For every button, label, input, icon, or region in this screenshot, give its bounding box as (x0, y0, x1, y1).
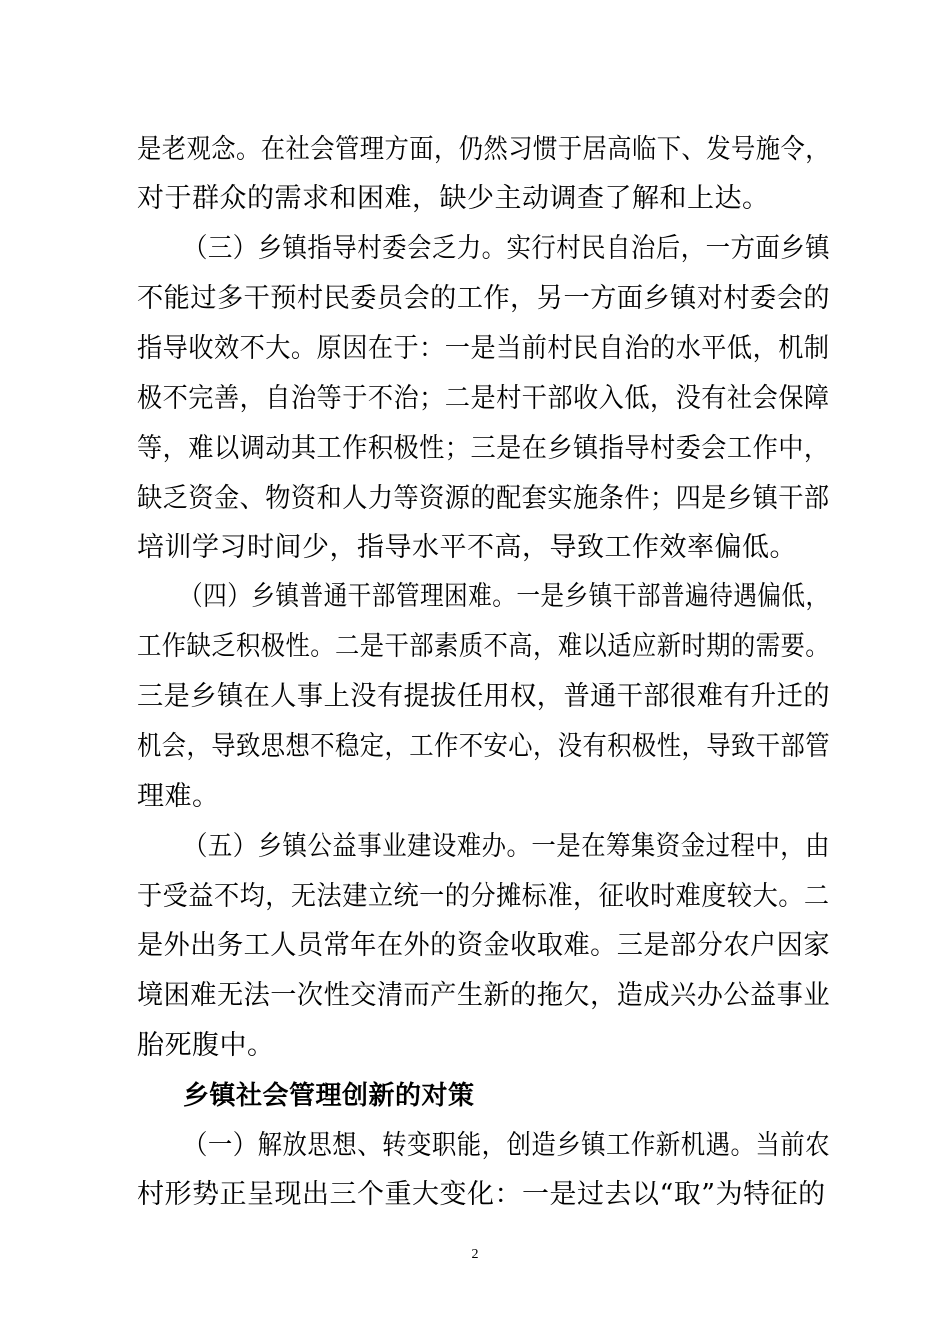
paragraph-heading-line: （一）解放思想、转变职能，创造乡镇工作新机遇。当前农 (183, 1130, 831, 1161)
paragraph-heading-line: （四）乡镇普通干部管理困难。一是乡镇干部普遍待遇偏低， (179, 581, 830, 612)
body-text-line: 境困难无法一次性交清而产生新的拖欠，造成兴办公益事业 (137, 980, 830, 1011)
body-text-line: 机会，导致思想不稳定，工作不安心，没有积极性，导致干部管 (137, 731, 830, 762)
paragraph-heading-line: （五）乡镇公益事业建设难办。一是在筹集资金过程中，由 (183, 831, 831, 862)
body-text-line: 胎死腹中。 (137, 1030, 275, 1061)
body-text-line: 对于群众的需求和困难，缺少主动调查了解和上达。 (137, 183, 770, 214)
body-text-line: 理难。 (137, 781, 220, 812)
body-text-line: 等，难以调动其工作积极性；三是在乡镇指导村委会工作中， (137, 433, 830, 464)
section-heading: 乡镇社会管理创新的对策 (183, 1081, 475, 1111)
body-text-line: 培训学习时间少，指导水平不高，导致工作效率偏低。 (137, 532, 797, 563)
body-text-line: 村形势正呈现出三个重大变化：一是过去以“取”为特征的 (137, 1179, 826, 1210)
paragraph-heading-line: （三）乡镇指导村委会乏力。实行村民自治后，一方面乡镇 (183, 233, 831, 264)
body-text-line: 三是乡镇在人事上没有提拔任用权，普通干部很难有升迁的 (137, 681, 830, 712)
body-text-line: 于受益不均，无法建立统一的分摊标准，征收时难度较大。二 (137, 881, 830, 912)
body-text-line: 缺乏资金、物资和人力等资源的配套实施条件；四是乡镇干部 (137, 483, 830, 514)
body-text-line: 是老观念。在社会管理方面，仍然习惯于居高临下、发号施令， (137, 134, 830, 165)
body-text-line: 不能过多干预村民委员会的工作，另一方面乡镇对村委会的 (137, 283, 830, 314)
body-text-line: 极不完善，自治等于不治；二是村干部收入低，没有社会保障 (137, 383, 830, 414)
body-text-line: 工作缺乏积极性。二是干部素质不高，难以适应新时期的需要。 (137, 631, 830, 662)
page-number: 2 (471, 1247, 479, 1262)
body-text-line: 是外出务工人员常年在外的资金收取难。三是部分农户因家 (137, 930, 830, 961)
body-text-line: 指导收效不大。原因在于：一是当前村民自治的水平低，机制 (137, 333, 830, 364)
